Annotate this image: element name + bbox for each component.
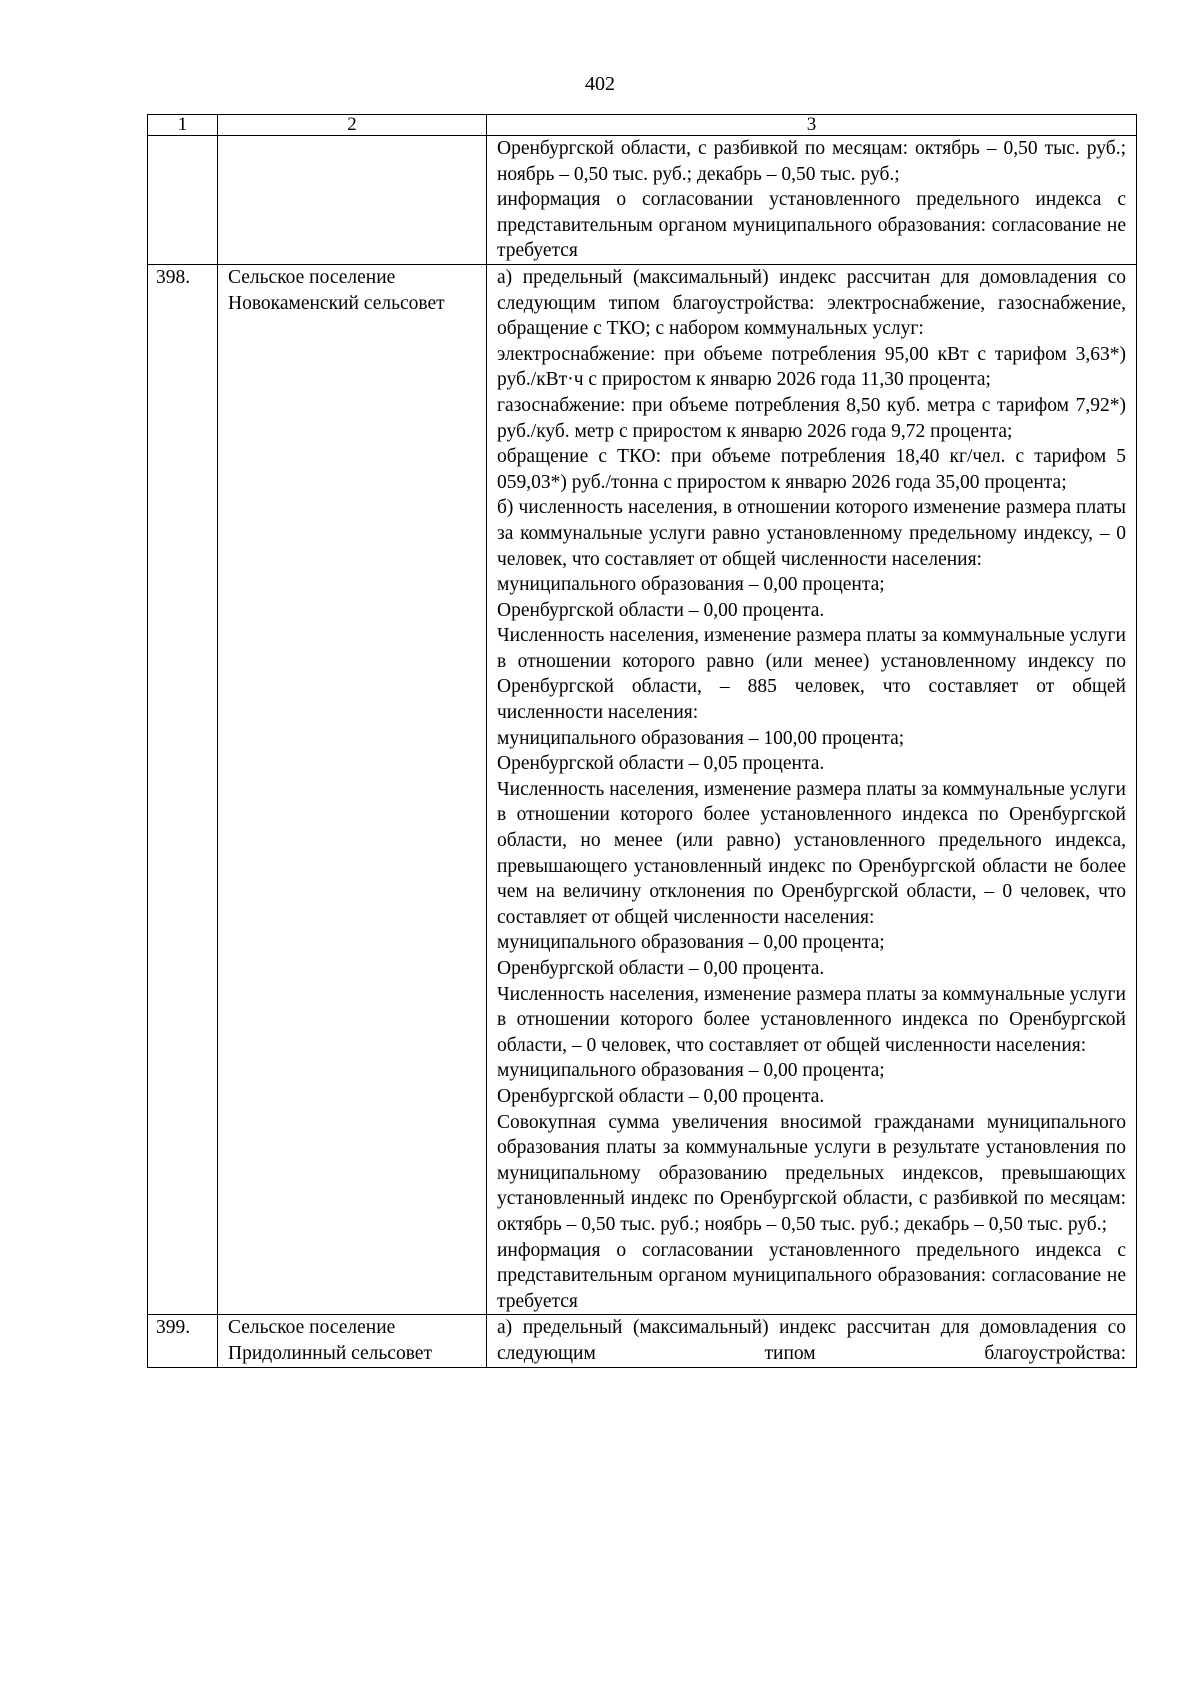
paragraph: Оренбургской области – 0,00 процента. bbox=[497, 958, 825, 979]
table-header-row bbox=[148, 115, 1137, 136]
paragraph: Оренбургской области – 0,05 процента. bbox=[497, 753, 825, 775]
description-cell bbox=[487, 136, 1137, 265]
paragraph: муниципального образования – 100,00 процента; bbox=[497, 727, 905, 749]
row-number-cell: 398. bbox=[148, 264, 218, 1314]
paragraph: обращение с ТКО: при объеме потребления 18,40 кг/чел. с тарифом 5 059,03*) руб./тонна с приростом к январю 2026 года 35,00 процента; bbox=[497, 446, 1126, 493]
paragraph: а) предельный (максимальный) индекс рассчитан для домовладения со следующим типом благоустройства: электроснабжение, газоснабжение, обращение с ТКО; с набором коммунальных услуг: bbox=[497, 266, 1126, 340]
paragraph: б) численность населения, в отношении которого изменение размера платы за коммунальные услуги равно установленному предельному индексу, – 0 человек, что составляет от общей численности населения: bbox=[497, 497, 1126, 570]
header-col-3: 3 bbox=[487, 115, 1137, 136]
tariff-index-table bbox=[147, 114, 1137, 1368]
paragraph: Оренбургской области – 0,00 процента. bbox=[497, 1085, 825, 1107]
paragraph: муниципального образования – 0,00 процента; bbox=[497, 932, 885, 954]
row-number-cell bbox=[148, 136, 218, 265]
row-number-cell: 399. bbox=[148, 1315, 218, 1367]
municipality-name-cell bbox=[218, 136, 487, 265]
header-col-2: 2 bbox=[218, 115, 487, 136]
table-row-continuation bbox=[148, 136, 1137, 265]
paragraph: информация о согласовании установленного предельного индекса с представительным органом муниципального образования: согласование не требуется bbox=[497, 189, 1126, 262]
municipality-name-cell: Сельское поселение Придолинный сельсовет bbox=[218, 1315, 487, 1367]
paragraph: Численность населения, изменение размера платы за коммунальные услуги в отношении которого более установленного индекса по Оренбургской области, – 0 человек, что составляет от общей численности населения: bbox=[497, 983, 1126, 1056]
description-cell bbox=[487, 1315, 1137, 1367]
paragraph: Численность населения, изменение размера платы за коммунальные услуги в отношении которого более установленного индекса по Оренбургской области, но менее (или равно) установленного предельного индекса, превышающего установленный индекс по Оренбургской области не более чем на величину отклонения по Оренбургской области, – 0 человек, что составляет от общей численности населения: bbox=[497, 778, 1126, 928]
table-row-398 bbox=[148, 264, 1137, 1314]
paragraph: муниципального образования – 0,00 процента; bbox=[497, 574, 885, 596]
paragraph: электроснабжение: при объеме потребления 95,00 кВт с тарифом 3,63*) руб./кВт·ч с приростом к январю 2026 года 11,30 процента; bbox=[497, 343, 1126, 391]
paragraph: Оренбургской области – 0,00 процента. bbox=[497, 599, 825, 621]
municipality-name-cell: Сельское поселение Новокаменский сельсовет bbox=[218, 264, 487, 1314]
paragraph: Совокупная сумма увеличения вносимой гражданами муниципального образования платы за коммунальные услуги в результате установления по муниципальному образованию предельных индексов, превышающих установленный индекс по Оренбургской области, с разбивкой по месяцам: октябрь – 0,50 тыс. руб.; ноябрь – 0,50 тыс. руб.; декабрь – 0,50 тыс. руб.; bbox=[497, 1111, 1126, 1235]
table-row-399 bbox=[148, 1315, 1137, 1367]
header-col-1: 1 bbox=[148, 115, 218, 136]
paragraph: Численность населения, изменение размера платы за коммунальные услуги в отношении которого равно (или менее) установленному индексу по Оренбургской области, – 885 человек, что составляет от общей численности населения: bbox=[497, 625, 1126, 724]
paragraph: Оренбургской области, с разбивкой по месяцам: октябрь – 0,50 тыс. руб.; ноябрь – 0,50 тыс. руб.; декабрь – 0,50 тыс. руб.; bbox=[497, 138, 1126, 185]
paragraph: муниципального образования – 0,00 процента; bbox=[497, 1060, 885, 1082]
description-cell bbox=[487, 264, 1137, 1314]
page-number: 402 bbox=[585, 73, 615, 95]
paragraph: а) предельный (максимальный) индекс рассчитан для домовладения со следующим типом благоустройства: bbox=[497, 1317, 1126, 1364]
paragraph: информация о согласовании установленного предельного индекса с представительным органом муниципального образования: согласование не требуется bbox=[497, 1239, 1126, 1312]
paragraph: газоснабжение: при объеме потребления 8,50 куб. метра с тарифом 7,92*) руб./куб. метр с приростом к январю 2026 года 9,72 процента; bbox=[497, 394, 1126, 442]
